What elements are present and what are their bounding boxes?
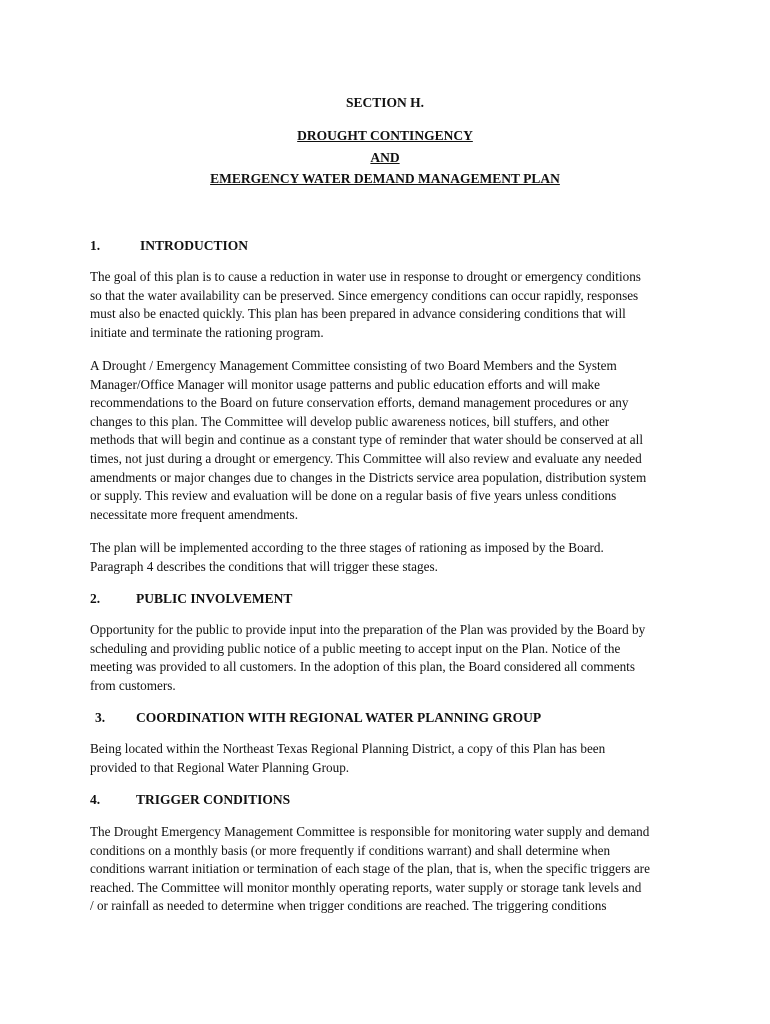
text-line: / or rainfall as needed to determine when trigger conditions are reached. The triggering conditions (90, 898, 607, 914)
paragraph (90, 621, 690, 695)
text-line: meeting was provided to all customers. In the adoption of this plan, the Board considered all comments (90, 659, 635, 675)
title-text-1: DROUGHT CONTINGENCY (297, 128, 473, 143)
paragraph (90, 740, 690, 777)
paragraph (90, 539, 690, 576)
text-line: or supply. This review and evaluation will be done on a regular basis of five years unless conditions (90, 488, 617, 504)
section-number: 1. (90, 238, 101, 253)
text-line: must also be enacted quickly. This plan has been prepared in advance considering conditions that will (90, 306, 626, 322)
section-title: PUBLIC INVOLVEMENT (136, 591, 293, 606)
title-text-3: EMERGENCY WATER DEMAND MANAGEMENT PLAN (210, 171, 560, 186)
paragraph (90, 357, 690, 524)
paragraph (90, 268, 690, 342)
title-line-3 (0, 171, 770, 187)
title-line-1 (0, 128, 770, 144)
title-line-2 (0, 150, 770, 166)
text-line: conditions on a monthly basis (or more frequently if conditions warrant) and shall determine when (90, 842, 611, 858)
title-text-2: AND (370, 150, 400, 165)
section-title: INTRODUCTION (140, 238, 249, 253)
section-heading-4 (90, 792, 291, 808)
text-line: The Drought Emergency Management Committee is responsible for monitoring water supply and demand (90, 824, 650, 839)
text-line: Paragraph 4 describes the conditions that will trigger these stages. (90, 558, 438, 574)
section-number: 4. (90, 792, 101, 807)
text-line: so that the water availability can be preserved. Since emergency conditions can occur rapidly, responses (90, 287, 639, 303)
text-line: conditions warrant initiation or termination of each stage of the plan, that is, when the specific triggers are (90, 861, 650, 877)
section-number: 2. (90, 591, 101, 606)
text-line: recommendations to the Board on future conservation efforts, demand management procedures or any (90, 395, 629, 411)
text-line: changes to this plan. The Committee will develop public awareness notices, bill stuffers, and other (90, 413, 610, 429)
text-line: provided to that Regional Water Planning Group. (90, 759, 350, 775)
text-line: amendments or major changes due to changes in the Districts service area population, distribution system (90, 469, 647, 485)
section-heading-1 (90, 238, 249, 254)
text-line: scheduling and providing public notice of a public meeting to accept input on the Plan. Notice of the (90, 640, 621, 656)
text-line: Being located within the Northeast Texas Regional Planning District, a copy of this Plan has been (90, 741, 606, 756)
text-line: A Drought / Emergency Management Committee consisting of two Board Members and the System (90, 358, 617, 373)
section-label: SECTION H. (345, 95, 425, 110)
section-number: 3. (95, 710, 106, 725)
section-title: TRIGGER CONDITIONS (136, 792, 291, 807)
text-line: Opportunity for the public to provide input into the preparation of the Plan was provided by the Board by (90, 622, 646, 637)
section-title: COORDINATION WITH REGIONAL WATER PLANNING GROUP (136, 710, 542, 725)
text-line: The plan will be implemented according to the three stages of rationing as imposed by the Board. (90, 540, 604, 555)
text-line: necessitate more frequent amendments. (90, 506, 298, 522)
section-heading-2 (90, 591, 293, 607)
text-line: The goal of this plan is to cause a reduction in water use in response to drought or emergency conditions (90, 269, 641, 284)
text-line: initiate and terminate the rationing program. (90, 324, 324, 340)
paragraph (90, 823, 690, 916)
text-line: times, not just during a drought or emergency. This Committee will also review and evaluate any needed (90, 450, 642, 466)
text-line: Manager/Office Manager will monitor usage patterns and public education efforts and will make (90, 376, 600, 392)
section-heading-3 (95, 710, 542, 726)
text-line: from customers. (90, 677, 176, 693)
text-line: reached. The Committee will monitor monthly operating reports, water supply or storage tank levels and (90, 879, 642, 895)
text-line: methods that will begin and continue as a constant type of reminder that water should be conserved at all (90, 432, 643, 448)
